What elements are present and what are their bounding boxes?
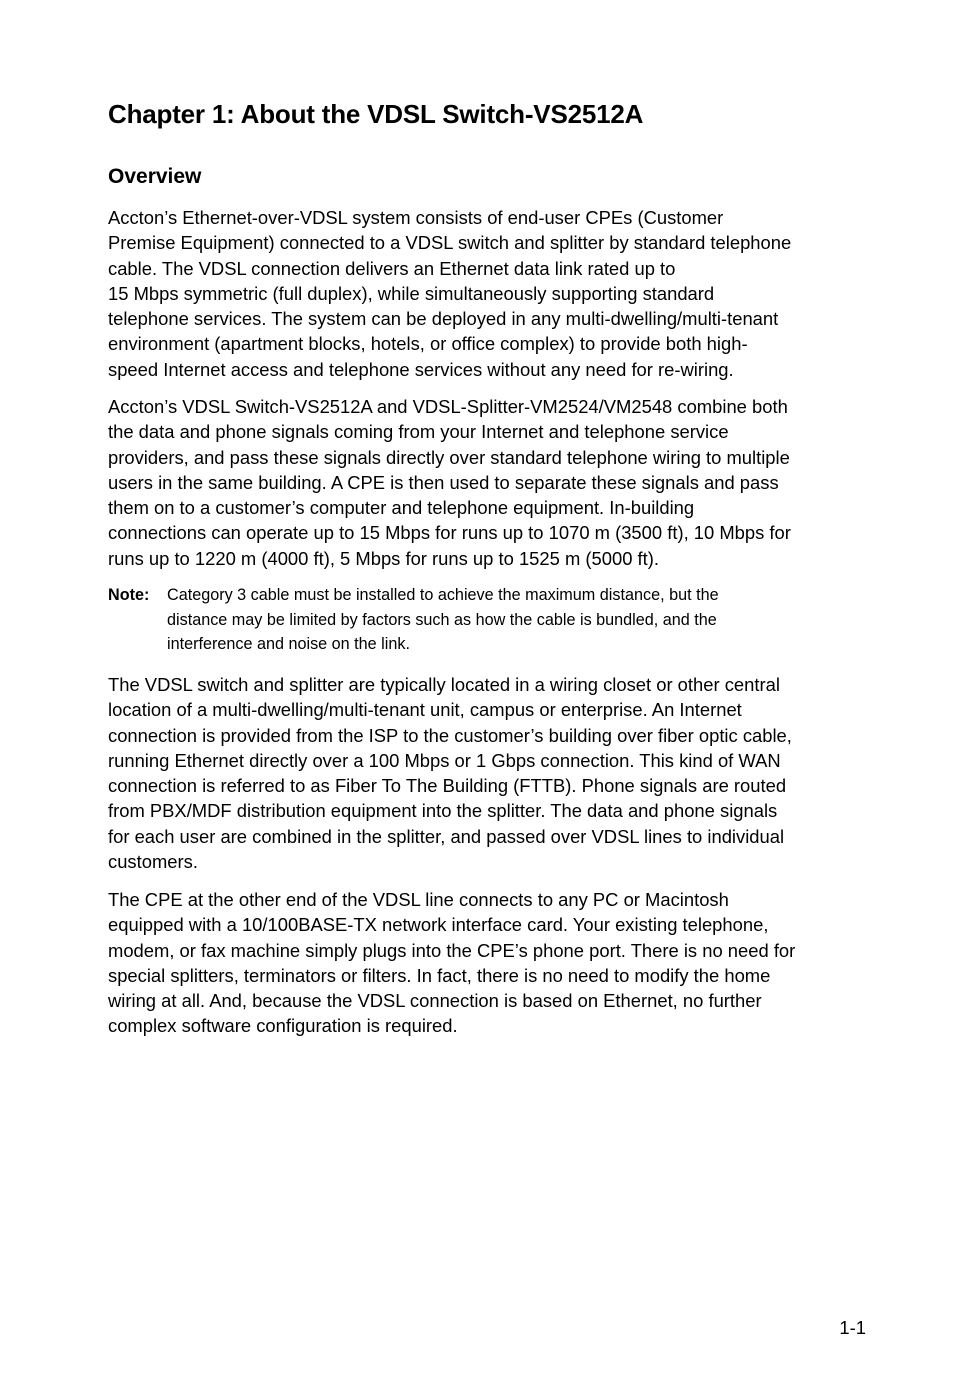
text-line: complex software configuration is required. — [108, 1015, 458, 1037]
text-line: Category 3 cable must be installed to achieve the maximum distance, but the — [167, 586, 719, 604]
text-line: running Ethernet directly over a 100 Mbps or 1 Gbps connection. This kind of WAN — [108, 749, 781, 771]
text-line: customers. — [108, 851, 198, 873]
text-line: the data and phone signals coming from your Internet and telephone service — [108, 421, 729, 443]
note-body — [167, 583, 867, 657]
text-line: special splitters, terminators or filters. In fact, there is no need to modify the home — [108, 964, 771, 986]
text-line: location of a multi-dwelling/multi-tenant unit, campus or enterprise. An Internet — [108, 699, 742, 721]
text-line: Accton’s VDSL Switch-VS2512A and VDSL-Splitter-VM2524/VM2548 combine both — [108, 396, 788, 417]
text-line: for each user are combined in the splitter, and passed over VDSL lines to individual — [108, 825, 785, 847]
text-line: connections can operate up to 15 Mbps for runs up to 1070 m (3500 ft), 10 Mbps for — [108, 522, 791, 544]
text-line: equipped with a 10/100BASE-TX network interface card. Your existing telephone, — [108, 914, 769, 936]
text-line: modem, or fax machine simply plugs into the CPE’s phone port. There is no need for — [108, 939, 796, 961]
text-line: The VDSL switch and splitter are typically located in a wiring closet or other central — [108, 674, 780, 695]
text-line: environment (apartment blocks, hotels, or office complex) to provide both high- — [108, 333, 748, 355]
text-line: distance may be limited by factors such as how the cable is bundled, and the — [167, 610, 717, 629]
text-line: connection is provided from the ISP to the customer’s building over fiber optic cable, — [108, 724, 792, 746]
text-line: from PBX/MDF distribution equipment into the splitter. The data and phone signals — [108, 800, 778, 822]
text-line: cable. The VDSL connection delivers an Ethernet data link rated up to — [108, 257, 676, 279]
text-line: telephone services. The system can be deployed in any multi-dwelling/multi-tenant — [108, 308, 779, 330]
text-line: wiring at all. And, because the VDSL connection is based on Ethernet, no further — [108, 990, 762, 1012]
chapter-title: Chapter 1: About the VDSL Switch-VS2512A — [108, 99, 644, 129]
text-line: Premise Equipment) connected to a VDSL switch and splitter by standard telephone — [108, 232, 792, 254]
text-line: Accton’s Ethernet-over-VDSL system consists of end-user CPEs (Customer — [108, 207, 724, 228]
page-number: 1-1 — [839, 1317, 866, 1338]
paragraph-location — [108, 672, 868, 874]
text-line: users in the same building. A CPE is then used to separate these signals and pass — [108, 471, 779, 493]
text-line: speed Internet access and telephone services without any need for re-wiring. — [108, 358, 734, 380]
paragraph-intro — [108, 205, 868, 382]
text-line: providers, and pass these signals directly over standard telephone wiring to multiple — [108, 446, 790, 468]
paragraph-cpe — [108, 887, 868, 1039]
paragraph-switch-splitter — [108, 394, 868, 571]
text-line: runs up to 1220 m (4000 ft), 5 Mbps for runs up to 1525 m (5000 ft). — [108, 547, 659, 569]
section-heading-overview: Overview — [108, 165, 202, 188]
text-line: them on to a customer’s computer and telephone equipment. In-building — [108, 497, 695, 519]
text-line: The CPE at the other end of the VDSL line connects to any PC or Macintosh — [108, 889, 729, 910]
text-line: connection is referred to as Fiber To The Building (FTTB). Phone signals are routed — [108, 775, 787, 797]
note-label: Note: — [108, 586, 150, 604]
text-line: interference and noise on the link. — [167, 635, 410, 653]
text-line: 15 Mbps symmetric (full duplex), while simultaneously supporting standard — [108, 282, 715, 304]
